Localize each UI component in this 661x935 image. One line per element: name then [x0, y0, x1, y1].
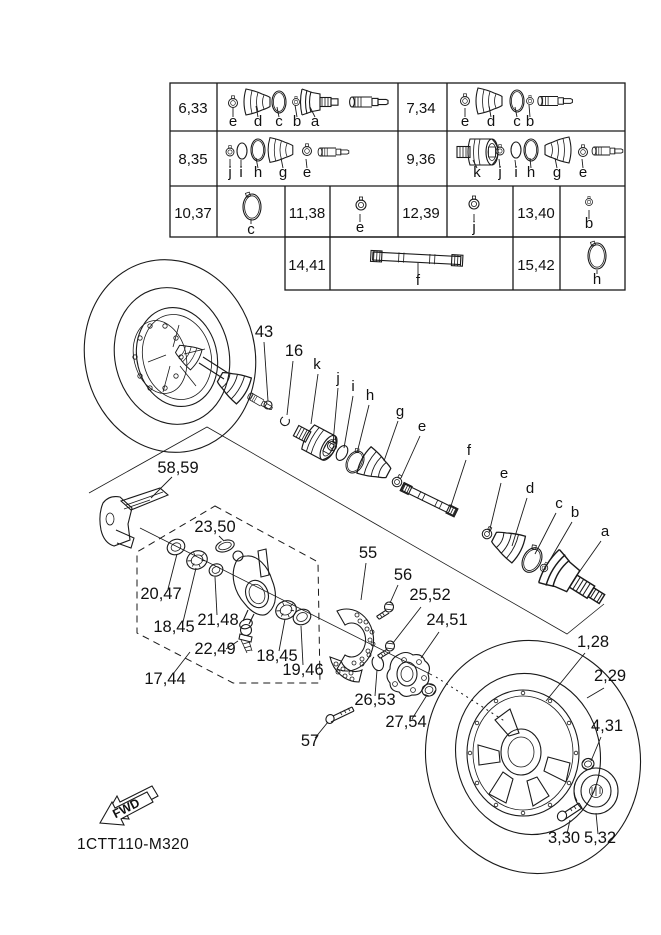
part-letter-e: e: [228, 113, 238, 130]
table-ref-10,37: 10,37: [174, 205, 212, 222]
part-letter-i: i: [239, 164, 243, 181]
spacer-21-48: [207, 562, 225, 579]
part-letter-b: b: [584, 215, 594, 232]
axle-letter-b: b: [570, 504, 580, 521]
callout-20,47: 20,47: [140, 585, 182, 603]
table-ref-9,36: 9,36: [406, 151, 436, 168]
wheel-stud-3-30: [556, 803, 582, 822]
axle-letter-a: a: [600, 523, 610, 540]
table-ref-12,39: 12,39: [402, 205, 440, 222]
axle-letter-leader-k: [311, 374, 318, 424]
axle-letter-g: g: [395, 403, 405, 420]
part-letter-b: b: [292, 113, 302, 130]
part-letter-j: j: [472, 219, 476, 236]
axle-letter-leader-f: [449, 460, 466, 512]
callout-5,32: 5,32: [583, 829, 617, 847]
callout-leader-21,48: [215, 577, 217, 615]
part-letter-i: i: [514, 164, 518, 181]
callout-leader-43: [264, 342, 268, 401]
callout-leader-16: [287, 361, 293, 415]
callout-24,51: 24,51: [426, 611, 468, 629]
circlip-23-50: [214, 538, 235, 554]
axle-letter-leader-e: [401, 436, 420, 478]
axle-letter-f: f: [466, 442, 472, 459]
axle-letter-leader-c: [535, 513, 556, 554]
axle-letter-d: d: [525, 480, 535, 497]
bearing-18-45-outer: [273, 598, 300, 623]
callout-4,31: 4,31: [590, 717, 624, 735]
part-letter-j: j: [498, 164, 502, 181]
left-wheel: [64, 241, 289, 470]
callout-leader-4,31: [591, 737, 601, 761]
part-letter-d: d: [486, 113, 496, 130]
nut-27-54: [420, 682, 437, 698]
part-letter-e: e: [578, 164, 588, 181]
callout-16: 16: [284, 342, 304, 360]
callout-leader-55: [361, 563, 366, 600]
part-letter-d: d: [253, 113, 263, 130]
knuckle-body: [233, 549, 275, 630]
part-letter-h: h: [526, 164, 536, 181]
callout-leader-58,59: [151, 477, 172, 498]
callout-43: 43: [254, 323, 274, 341]
rim-bolts: [468, 691, 578, 815]
part-letter-g: g: [552, 164, 562, 181]
axle-letter-leader-g: [384, 421, 398, 461]
table-ref-8,35: 8,35: [178, 151, 208, 168]
axle-part-letters: [311, 356, 610, 578]
axle-letter-j: j: [336, 370, 340, 387]
rim-spoke-cutouts: [478, 709, 570, 806]
part-letter-h: h: [253, 164, 263, 181]
parts-table: [170, 83, 625, 290]
callout-57: 57: [300, 732, 320, 750]
callout-17,44: 17,44: [144, 670, 186, 688]
axle-letter-leader-i: [344, 396, 353, 448]
brand-logo-icon: [592, 785, 600, 796]
axle-letter-leader-j: [333, 388, 338, 443]
axle-letter-leader-a: [575, 541, 601, 578]
axle-letter-e: e: [417, 418, 427, 435]
bolt-25-52: [377, 640, 395, 660]
callout-26,53: 26,53: [354, 691, 396, 709]
part-letter-g: g: [278, 164, 288, 181]
callout-leader-1,28: [546, 653, 585, 701]
part-letter-c: c: [513, 113, 521, 130]
part-letter-a: a: [310, 113, 320, 130]
hub-24-51: [387, 653, 429, 697]
washer-43: [264, 401, 272, 409]
circlip-16: [280, 417, 289, 426]
callout-3,30: 3,30: [547, 829, 581, 847]
callout-58,59: 58,59: [157, 459, 199, 477]
callout-leader-18,45: [183, 568, 196, 622]
part-letter-c: c: [247, 221, 255, 238]
right-wheel: [402, 619, 661, 895]
part-letter-e: e: [302, 164, 312, 181]
seal-20-47: [165, 536, 188, 557]
axle-letter-h: h: [365, 387, 375, 404]
callout-leader-2,29: [587, 688, 604, 698]
part-letter-b: b: [525, 113, 535, 130]
callout-55: 55: [358, 544, 378, 562]
bolt-57: [324, 707, 354, 725]
part-letter-f: f: [415, 272, 421, 289]
fwd-label: FWD: [110, 795, 143, 822]
seal-19-46: [291, 606, 314, 627]
left-wheel-spokes: [148, 325, 205, 392]
callout-leader-20,47: [168, 554, 177, 589]
part-letter-h: h: [592, 271, 602, 288]
bearing-18-45: [184, 548, 211, 573]
brake-guard-58-59: [100, 488, 168, 548]
ring-26-53: [372, 657, 383, 671]
callout-22,49: 22,49: [194, 640, 236, 658]
part-letter-j: j: [228, 164, 232, 181]
fwd-arrow: [100, 786, 158, 825]
callout-leader-24,51: [421, 632, 439, 658]
axle-letter-c: c: [555, 495, 563, 512]
table-ref-15,42: 15,42: [517, 257, 555, 274]
callout-21,48: 21,48: [197, 611, 239, 629]
axle-letter-leader-h: [357, 405, 369, 453]
callout-18,45: 18,45: [153, 618, 195, 636]
splash-guard-55: [330, 609, 375, 682]
callout-18,45: 18,45: [256, 647, 298, 665]
lug-nut-4-31: [581, 757, 595, 771]
callout-leader-19,46: [301, 626, 303, 665]
axle-letter-i: i: [351, 378, 355, 395]
center-cap-5-32: [574, 768, 618, 814]
axle-letter-leader-b: [547, 522, 572, 565]
callout-25,52: 25,52: [409, 586, 451, 604]
table-ref-13,40: 13,40: [517, 205, 555, 222]
table-ref-11,38: 11,38: [288, 205, 326, 222]
part-letter-c: c: [275, 113, 283, 130]
callout-27,54: 27,54: [385, 713, 427, 731]
callout-2,29: 2,29: [593, 667, 627, 685]
axle-letter-k: k: [313, 356, 321, 373]
callout-19,46: 19,46: [282, 661, 324, 679]
callout-23,50: 23,50: [194, 518, 236, 536]
axle-letter-leader-e: [489, 483, 501, 533]
bolt-56: [376, 601, 394, 621]
part-letter-e: e: [460, 113, 470, 130]
table-ref-14,41: 14,41: [288, 257, 326, 274]
axle-letter-e: e: [499, 465, 509, 482]
table-ref-6,33: 6,33: [178, 100, 208, 117]
callout-56: 56: [393, 566, 413, 584]
drawing-number: 1CTT110-M320: [77, 836, 190, 853]
part-letter-k: k: [473, 164, 481, 181]
part-letter-e: e: [355, 219, 365, 236]
callout-leader-56: [390, 585, 398, 603]
table-ref-7,34: 7,34: [406, 100, 436, 117]
callout-leader-25,52: [393, 607, 421, 643]
callout-1,28: 1,28: [576, 633, 610, 651]
